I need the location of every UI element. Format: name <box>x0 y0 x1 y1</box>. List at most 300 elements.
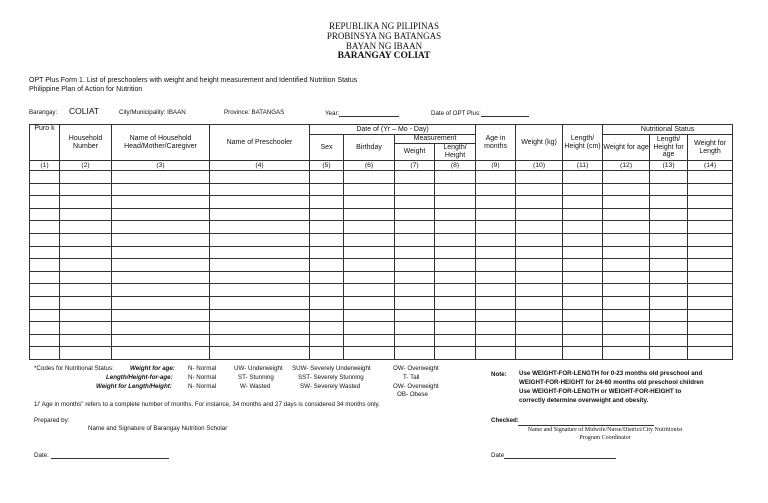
table-cell[interactable] <box>516 221 563 234</box>
table-cell[interactable] <box>516 322 563 335</box>
table-cell[interactable] <box>395 171 435 184</box>
note-line-2: WEIGHT-FOR-HEIGHT for 24-60 months old preschool children <box>519 379 704 386</box>
form-subtitle: Philippine Plan of Action for Nutrition <box>29 86 143 93</box>
table-cell[interactable] <box>476 347 516 360</box>
table-cell[interactable] <box>603 347 650 360</box>
table-cell[interactable] <box>210 309 310 322</box>
table-cell[interactable] <box>344 296 395 309</box>
table-cell[interactable] <box>650 196 688 209</box>
table-cell[interactable] <box>60 347 112 360</box>
column-number: (8) <box>435 161 476 171</box>
table-row <box>30 171 733 184</box>
table-cell[interactable] <box>650 208 688 221</box>
table-cell[interactable] <box>650 271 688 284</box>
table-cell[interactable] <box>395 183 435 196</box>
codes-intro: *Codes for Nutritional Status: <box>34 365 114 372</box>
table-cell[interactable] <box>435 309 476 322</box>
table-cell[interactable] <box>650 296 688 309</box>
table-cell[interactable] <box>688 183 733 196</box>
table-cell[interactable] <box>310 284 344 297</box>
column-number: (5) <box>310 161 344 171</box>
table-cell[interactable] <box>112 271 210 284</box>
table-cell[interactable] <box>563 271 603 284</box>
table-cell[interactable] <box>30 171 60 184</box>
table-cell[interactable] <box>210 233 310 246</box>
date-right-field <box>491 451 616 459</box>
table-cell[interactable] <box>210 347 310 360</box>
table-cell[interactable] <box>112 322 210 335</box>
table-cell[interactable] <box>563 296 603 309</box>
table-cell[interactable] <box>60 296 112 309</box>
column-number: (10) <box>516 161 563 171</box>
table-cell[interactable] <box>310 221 344 234</box>
age-note: 1/' Age in months" refers to a complete number of months. For instance, 34 months and 27 days is considered 34 months only. <box>34 401 380 408</box>
note-text <box>519 369 704 405</box>
table-cell[interactable] <box>395 259 435 272</box>
table-cell[interactable] <box>516 208 563 221</box>
table-cell[interactable] <box>688 271 733 284</box>
table-cell[interactable] <box>603 284 650 297</box>
table-cell[interactable] <box>395 246 435 259</box>
table-cell[interactable] <box>435 221 476 234</box>
province-label: Province: BATANGAS <box>224 109 285 116</box>
table-cell[interactable] <box>563 171 603 184</box>
table-cell[interactable] <box>30 183 60 196</box>
table-cell[interactable] <box>688 221 733 234</box>
table-cell[interactable] <box>688 347 733 360</box>
table-cell[interactable] <box>344 322 395 335</box>
table-cell[interactable] <box>344 183 395 196</box>
table-cell[interactable] <box>563 183 603 196</box>
table-cell[interactable] <box>60 259 112 272</box>
table-cell[interactable] <box>476 259 516 272</box>
codes-wfl-sw: SW- Severely Wasted <box>300 383 361 390</box>
table-cell[interactable] <box>476 334 516 347</box>
table-row <box>30 347 733 360</box>
table-cell[interactable] <box>395 196 435 209</box>
table-cell[interactable] <box>60 334 112 347</box>
table-cell[interactable] <box>516 246 563 259</box>
table-cell[interactable] <box>563 347 603 360</box>
table-cell[interactable] <box>344 259 395 272</box>
header-line-2: PROBINSYA NG BATANGAS <box>326 31 442 41</box>
table-cell[interactable] <box>603 296 650 309</box>
column-number: (1) <box>30 161 60 171</box>
table-cell[interactable] <box>688 284 733 297</box>
prepared-name-caption: Name and Signature of Barangay Nutrition Scholar <box>88 425 228 432</box>
table-cell[interactable] <box>395 296 435 309</box>
date-right-label: Date <box>491 452 505 459</box>
table-cell[interactable] <box>395 284 435 297</box>
table-cell[interactable] <box>30 322 60 335</box>
table-cell[interactable] <box>395 309 435 322</box>
table-cell[interactable] <box>60 221 112 234</box>
table-cell[interactable] <box>603 271 650 284</box>
table-cell[interactable] <box>310 296 344 309</box>
table-cell[interactable] <box>603 322 650 335</box>
table-cell[interactable] <box>688 334 733 347</box>
table-cell[interactable] <box>650 347 688 360</box>
checked-caption-line-2: Program Coordinator <box>579 435 631 441</box>
table-cell[interactable] <box>435 334 476 347</box>
codes-wfl-label: Weight for Length/Height: <box>96 383 172 390</box>
table-cell[interactable] <box>30 208 60 221</box>
date-opt-field <box>431 109 529 117</box>
date-left-field <box>34 451 169 459</box>
table-cell[interactable] <box>60 284 112 297</box>
table-cell[interactable] <box>563 309 603 322</box>
table-cell[interactable] <box>210 284 310 297</box>
table-row <box>30 271 733 284</box>
table-cell[interactable] <box>688 208 733 221</box>
table-cell[interactable] <box>603 309 650 322</box>
col-header-length-height-cm: Length/ Height (cm) <box>563 125 603 161</box>
table-cell[interactable] <box>30 347 60 360</box>
table-row <box>30 208 733 221</box>
col-header-weight-for-age: Weight for age <box>603 135 650 161</box>
table-cell[interactable] <box>344 221 395 234</box>
date-opt-label: Date of OPT Plus: <box>431 110 481 117</box>
year-field <box>325 109 399 117</box>
table-cell[interactable] <box>650 221 688 234</box>
header-line-4: BARANGAY COLIAT <box>337 51 431 61</box>
col-header-weight: Weight <box>395 144 435 161</box>
table-cell[interactable] <box>688 309 733 322</box>
col-header-birthday: Birthday <box>344 135 395 161</box>
table-cell[interactable] <box>603 259 650 272</box>
codes-wfl-normal: N- Normal <box>188 383 217 390</box>
table-cell[interactable] <box>112 183 210 196</box>
table-cell[interactable] <box>210 183 310 196</box>
form-title: OPT Plus Form 1. List of preschoolers with weight and height measurement and Identified Nutrition Status <box>29 77 358 84</box>
table-cell[interactable] <box>476 208 516 221</box>
table-cell[interactable] <box>310 246 344 259</box>
table-cell[interactable] <box>516 347 563 360</box>
table-cell[interactable] <box>476 284 516 297</box>
table-cell[interactable] <box>210 171 310 184</box>
table-cell[interactable] <box>60 271 112 284</box>
table-cell[interactable] <box>310 196 344 209</box>
table-cell[interactable] <box>112 284 210 297</box>
column-number: (14) <box>688 161 733 171</box>
table-cell[interactable] <box>30 196 60 209</box>
table-cell[interactable] <box>650 284 688 297</box>
table-cell[interactable] <box>60 246 112 259</box>
table-cell[interactable] <box>563 221 603 234</box>
table-cell[interactable] <box>476 196 516 209</box>
table-cell[interactable] <box>435 233 476 246</box>
codes-hfa-st: ST- Stunning <box>238 374 274 381</box>
note-line-1: Use WEIGHT-FOR-LENGTH for 0-23 months old preschool and <box>519 370 703 377</box>
table-cell[interactable] <box>435 347 476 360</box>
col-header-sex: Sex <box>310 135 344 161</box>
table-cell[interactable] <box>395 334 435 347</box>
table-cell[interactable] <box>30 246 60 259</box>
table-cell[interactable] <box>112 246 210 259</box>
table-cell[interactable] <box>603 171 650 184</box>
table-cell[interactable] <box>30 271 60 284</box>
table-cell[interactable] <box>344 309 395 322</box>
table-cell[interactable] <box>30 296 60 309</box>
table-cell[interactable] <box>476 322 516 335</box>
year-blank <box>339 109 399 117</box>
table-cell[interactable] <box>435 259 476 272</box>
table-cell[interactable] <box>516 233 563 246</box>
date-left-label: Date: <box>34 452 49 459</box>
checked-caption-line-1: Name and Signature of Midwife/Nurse/District/City Nutritionist <box>527 427 683 433</box>
table-cell[interactable] <box>210 246 310 259</box>
note-label: Note: <box>491 371 507 378</box>
table-cell[interactable] <box>112 347 210 360</box>
col-header-nutritional-status: Nutritional Status <box>603 125 733 135</box>
col-header-age-months: Age in months <box>476 125 516 161</box>
table-cell[interactable] <box>310 309 344 322</box>
barangay-label: Barangay: <box>29 109 58 116</box>
table-cell[interactable] <box>344 246 395 259</box>
checked-caption <box>505 426 705 442</box>
table-cell[interactable] <box>476 221 516 234</box>
table-cell[interactable] <box>210 221 310 234</box>
codes-hfa-t: T- Tall <box>403 374 420 381</box>
table-cell[interactable] <box>476 233 516 246</box>
table-cell[interactable] <box>603 208 650 221</box>
barangay-value: COLIAT <box>69 106 100 116</box>
table-cell[interactable] <box>60 171 112 184</box>
table-cell[interactable] <box>310 233 344 246</box>
table-cell[interactable] <box>435 246 476 259</box>
col-header-purok: Puro k <box>30 125 60 161</box>
table-cell[interactable] <box>435 271 476 284</box>
table-cell[interactable] <box>516 309 563 322</box>
table-cell[interactable] <box>210 296 310 309</box>
codes-hfa-label: Length/Height-for-age: <box>106 374 173 381</box>
table-row <box>30 322 733 335</box>
table-cell[interactable] <box>310 347 344 360</box>
table-cell[interactable] <box>603 246 650 259</box>
table-cell[interactable] <box>344 196 395 209</box>
table-cell[interactable] <box>310 259 344 272</box>
table-cell[interactable] <box>563 246 603 259</box>
table-cell[interactable] <box>650 309 688 322</box>
preschooler-table <box>29 124 733 360</box>
table-cell[interactable] <box>563 196 603 209</box>
table-row <box>30 284 733 297</box>
table-cell[interactable] <box>112 259 210 272</box>
table-cell[interactable] <box>563 233 603 246</box>
table-cell[interactable] <box>310 271 344 284</box>
table-cell[interactable] <box>344 284 395 297</box>
col-header-household-number: Household Number <box>60 125 112 161</box>
header-line-3: BAYAN NG IBAAN <box>345 41 423 51</box>
table-cell[interactable] <box>563 208 603 221</box>
table-cell[interactable] <box>516 284 563 297</box>
table-cell[interactable] <box>476 296 516 309</box>
table-cell[interactable] <box>310 334 344 347</box>
table-cell[interactable] <box>30 259 60 272</box>
table-cell[interactable] <box>476 309 516 322</box>
table-cell[interactable] <box>476 171 516 184</box>
table-row <box>30 309 733 322</box>
table-cell[interactable] <box>395 322 435 335</box>
table-cell[interactable] <box>112 334 210 347</box>
table-cell[interactable] <box>395 233 435 246</box>
table-cell[interactable] <box>60 183 112 196</box>
table-cell[interactable] <box>30 334 60 347</box>
col-header-household-head: Name of Household Head/Mother/Caregiver <box>112 125 210 161</box>
table-cell[interactable] <box>603 233 650 246</box>
note-line-4: correctly determine overweight and obesity. <box>519 397 649 404</box>
table-cell[interactable] <box>650 246 688 259</box>
table-cell[interactable] <box>650 171 688 184</box>
table-cell[interactable] <box>435 208 476 221</box>
table-cell[interactable] <box>650 334 688 347</box>
table-cell[interactable] <box>650 259 688 272</box>
table-cell[interactable] <box>476 246 516 259</box>
col-header-preschooler: Name of Preschooler <box>210 125 310 161</box>
table-cell[interactable] <box>516 196 563 209</box>
table-cell[interactable] <box>310 183 344 196</box>
table-cell[interactable] <box>516 259 563 272</box>
table-cell[interactable] <box>688 171 733 184</box>
table-cell[interactable] <box>435 171 476 184</box>
codes-wfa-ow: OW- Overweight <box>393 365 439 372</box>
table-cell[interactable] <box>344 347 395 360</box>
table-cell[interactable] <box>344 208 395 221</box>
table-cell[interactable] <box>476 271 516 284</box>
table-cell[interactable] <box>435 196 476 209</box>
table-cell[interactable] <box>310 322 344 335</box>
col-header-weight-kg: Weight (kg) <box>516 125 563 161</box>
table-cell[interactable] <box>688 246 733 259</box>
codes-wfa-label: Weight for age: <box>130 365 175 372</box>
codes-wfa-uw: UW- Underweight <box>234 365 283 372</box>
codes-wfl-w: W- Wasted <box>240 383 271 390</box>
table-cell[interactable] <box>395 271 435 284</box>
col-header-date-group: Date of (Yr – Mo - Day) <box>310 125 476 135</box>
table-cell[interactable] <box>688 296 733 309</box>
column-number: (12) <box>603 161 650 171</box>
note-line-3: Use WEIGHT-FOR-LENGTH or WEIGHT-FOR-HEIGHT to <box>519 388 682 395</box>
table-cell[interactable] <box>435 183 476 196</box>
table-cell[interactable] <box>310 171 344 184</box>
table-cell[interactable] <box>310 208 344 221</box>
table-cell[interactable] <box>112 171 210 184</box>
table-row <box>30 296 733 309</box>
column-number: (4) <box>210 161 310 171</box>
header-line-1: REPUBLIKA NG PILIPINAS <box>328 21 439 31</box>
table-row <box>30 196 733 209</box>
table-row <box>30 221 733 234</box>
table-cell[interactable] <box>112 221 210 234</box>
table-cell[interactable] <box>30 284 60 297</box>
column-number-row <box>30 161 733 171</box>
table-cell[interactable] <box>603 221 650 234</box>
table-cell[interactable] <box>516 296 563 309</box>
col-header-measurement: Measurement <box>395 135 476 144</box>
table-cell[interactable] <box>30 309 60 322</box>
table-cell[interactable] <box>516 271 563 284</box>
table-cell[interactable] <box>650 233 688 246</box>
column-number: (11) <box>563 161 603 171</box>
table-cell[interactable] <box>344 271 395 284</box>
table-cell[interactable] <box>60 309 112 322</box>
table-cell[interactable] <box>395 208 435 221</box>
table-row <box>30 183 733 196</box>
table-cell[interactable] <box>516 171 563 184</box>
table-cell[interactable] <box>210 271 310 284</box>
table-cell[interactable] <box>112 309 210 322</box>
table-cell[interactable] <box>210 334 310 347</box>
table-cell[interactable] <box>395 347 435 360</box>
table-cell[interactable] <box>435 284 476 297</box>
table-cell[interactable] <box>516 334 563 347</box>
table-cell[interactable] <box>688 233 733 246</box>
document-header <box>0 21 768 61</box>
table-row <box>30 259 733 272</box>
table-cell[interactable] <box>30 221 60 234</box>
table-cell[interactable] <box>563 334 603 347</box>
table-cell[interactable] <box>476 183 516 196</box>
table-cell[interactable] <box>112 196 210 209</box>
table-cell[interactable] <box>688 322 733 335</box>
table-cell[interactable] <box>344 171 395 184</box>
codes-wfa-normal: N- Normal <box>188 365 217 372</box>
date-opt-blank <box>481 109 529 117</box>
table-cell[interactable] <box>563 322 603 335</box>
table-cell[interactable] <box>395 221 435 234</box>
table-cell[interactable] <box>112 208 210 221</box>
table-cell[interactable] <box>60 196 112 209</box>
column-number: (9) <box>476 161 516 171</box>
table-cell[interactable] <box>210 208 310 221</box>
table-cell[interactable] <box>344 233 395 246</box>
table-cell[interactable] <box>563 284 603 297</box>
date-right-blank <box>504 451 616 459</box>
column-number: (13) <box>650 161 688 171</box>
table-cell[interactable] <box>60 233 112 246</box>
table-cell[interactable] <box>210 322 310 335</box>
col-header-weight-for-length: Weight for Length <box>688 135 733 161</box>
col-header-length-height-for-age: Length/ Height for age <box>650 135 688 161</box>
table-cell[interactable] <box>112 233 210 246</box>
table-cell[interactable] <box>435 322 476 335</box>
table-cell[interactable] <box>30 233 60 246</box>
table-cell[interactable] <box>603 334 650 347</box>
column-number: (2) <box>60 161 112 171</box>
table-cell[interactable] <box>210 259 310 272</box>
prepared-by-label: Prepared by: <box>34 417 70 424</box>
table-cell[interactable] <box>112 296 210 309</box>
table-cell[interactable] <box>210 196 310 209</box>
table-row <box>30 246 733 259</box>
table-cell[interactable] <box>435 296 476 309</box>
col-header-length-height: Length/ Height <box>435 144 476 161</box>
table-cell[interactable] <box>60 322 112 335</box>
table-cell[interactable] <box>650 322 688 335</box>
table-cell[interactable] <box>516 183 563 196</box>
table-cell[interactable] <box>603 196 650 209</box>
table-cell[interactable] <box>603 183 650 196</box>
table-cell[interactable] <box>60 208 112 221</box>
table-row <box>30 233 733 246</box>
table-cell[interactable] <box>688 196 733 209</box>
table-cell[interactable] <box>688 259 733 272</box>
table-cell[interactable] <box>650 183 688 196</box>
table-cell[interactable] <box>563 259 603 272</box>
column-number: (7) <box>395 161 435 171</box>
column-number: (3) <box>112 161 210 171</box>
table-cell[interactable] <box>344 334 395 347</box>
